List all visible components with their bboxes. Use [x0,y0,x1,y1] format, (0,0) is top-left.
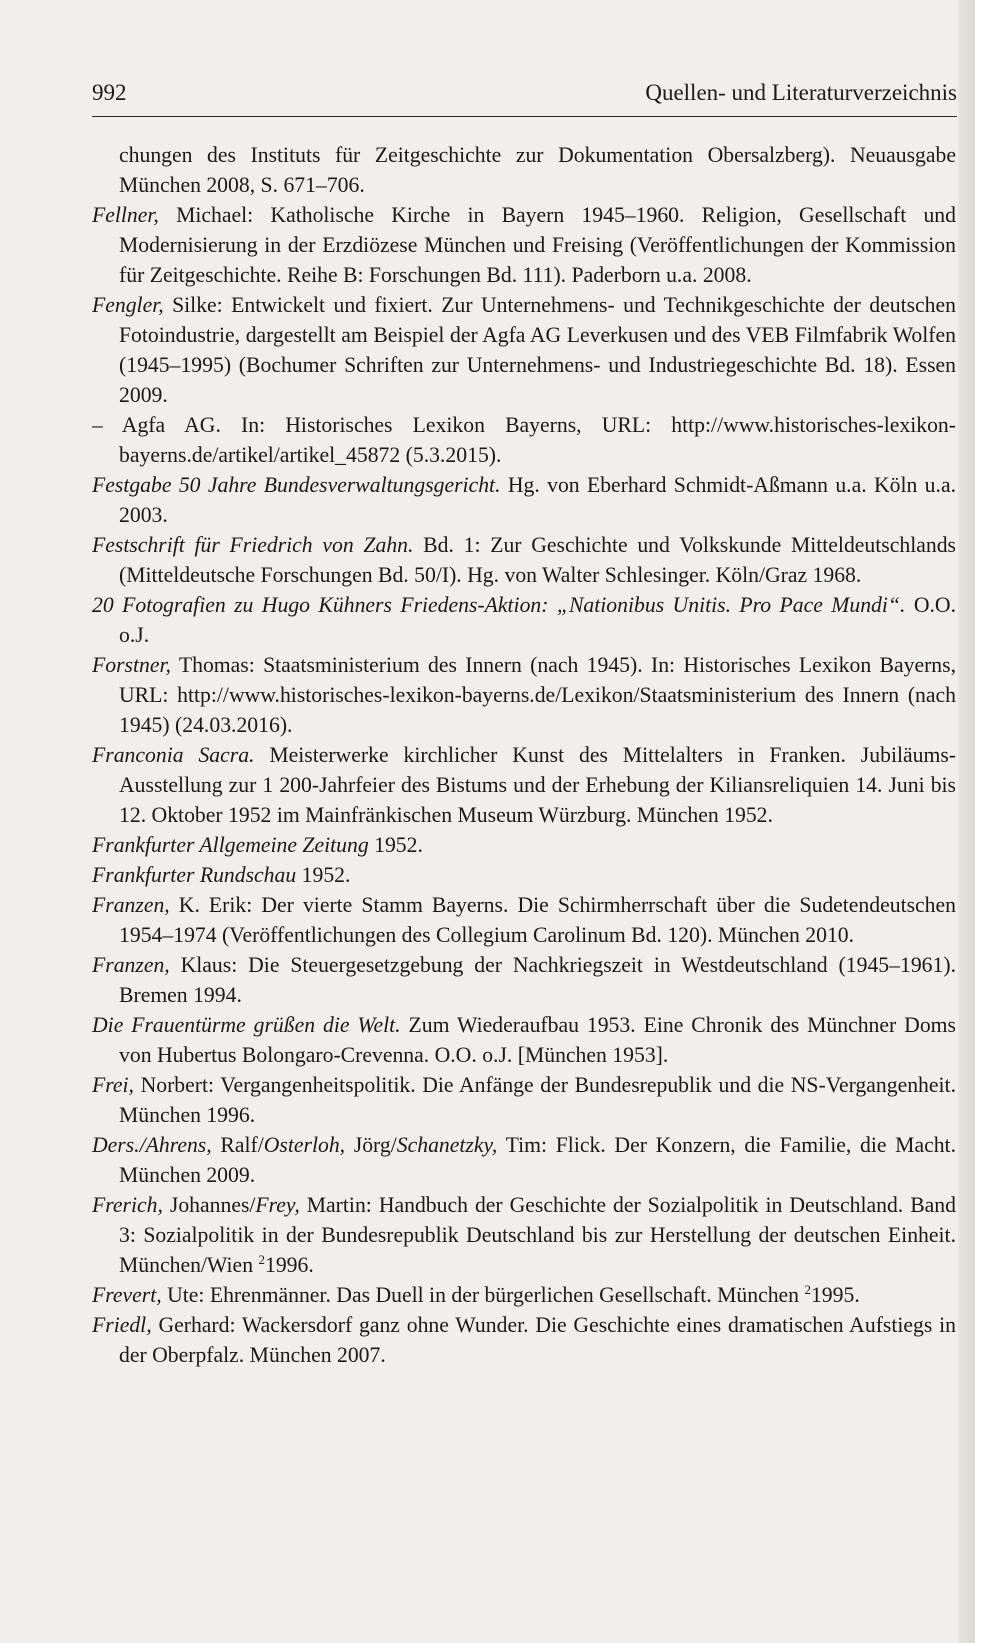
work-title: Franconia Sacra. [92,743,255,767]
author-name: Frey, [255,1193,300,1217]
author-name: Frei, [92,1073,134,1097]
author-name: Fellner, [92,203,159,227]
author-name: Franzen, [92,893,170,917]
bibliography-entry: Fengler, Silke: Entwickelt und fixiert. Zur Unternehmens- und Technikgeschichte der deutschen Fotoindustrie, dargestellt am Beispiel der Agfa AG Leverkusen und des VEB Filmfabrik Wolfen (1945–1995) (Bochumer Schriften zur Unternehmens- und Industriegeschichte Bd. 18). Essen 2009. [92,293,956,407]
bibliography-entry: 20 Fotografien zu Hugo Kühners Friedens-Aktion: „Nationibus Unitis. Pro Pace Mundi“. O.O. o.J. [92,593,957,647]
work-title: Frankfurter Rundschau [92,863,297,887]
author-name: Friedl, [92,1313,152,1337]
author-name: Forstner, [92,653,171,677]
bibliography-entry: Festgabe 50 Jahre Bundesverwaltungsgericht. Hg. von Eberhard Schmidt-Aßmann u.a. Köln u.a. 2003. [92,473,956,527]
bibliography-list [92,140,956,1370]
work-title: Festgabe 50 Jahre Bundesverwaltungsgericht. [92,473,501,497]
author-name: Frerich, [92,1193,163,1217]
page-edge [958,0,1000,1643]
author-name: Ders./Ahrens, [92,1133,212,1157]
bibliography-entry: Frankfurter Rundschau 1952. [92,863,351,887]
author-name: Schanetzky, [396,1133,498,1157]
edition-superscript: 2 [804,1282,811,1297]
edition-superscript: 2 [258,1252,265,1267]
bibliography-entry: Friedl, Gerhard: Wackersdorf ganz ohne Wunder. Die Geschichte eines dramatischen Aufstiegs in der Oberpfalz. München 2007. [92,1313,956,1367]
work-title: Frankfurter Allgemeine Zeitung [92,833,369,857]
work-title: Die Frauentürme grüßen die Welt. [92,1013,401,1037]
work-title: 20 Fotografien zu Hugo Kühners Friedens-Aktion: „Nationibus Unitis. Pro Pace Mundi“. [92,593,906,617]
bibliography-entry: Die Frauentürme grüßen die Welt. Zum Wiederaufbau 1953. Eine Chronik des Münchner Doms von Hubertus Bolongaro-Crevenna. O.O. o.J. [München 1953]. [92,1013,956,1067]
bibliography-entry: chungen des Instituts für Zeitgeschichte zur Dokumentation Obersalzberg). Neuausgabe München 2008, S. 671–706. [119,143,956,197]
bibliography-entry: Frei, Norbert: Vergangenheitspolitik. Die Anfänge der Bundesrepublik und die NS-Vergangenheit. München 1996. [92,1073,956,1127]
bibliography-entry: Frankfurter Allgemeine Zeitung 1952. [92,833,423,857]
bibliography-entry: Ders./Ahrens, Ralf/Osterloh, Jörg/Schanetzky, Tim: Flick. Der Konzern, die Familie, die Macht. München 2009. [92,1133,956,1187]
bibliography-entry: Franzen, K. Erik: Der vierte Stamm Bayerns. Die Schirmherrschaft über die Sudetendeutschen 1954–1974 (Veröffentlichungen des Collegium Carolinum Bd. 120). München 2010. [92,893,956,947]
bibliography-entry: – Agfa AG. In: Historisches Lexikon Bayerns, URL: http://www.historisches-lexikon-bayerns.de/artikel/artikel_45872 (5.3.2015). [92,413,956,467]
author-name: Osterloh, [263,1133,346,1157]
bibliography-entry: Franzen, Klaus: Die Steuergesetzgebung der Nachkriegszeit in Westdeutschland (1945–1961). Bremen 1994. [92,953,956,1007]
bibliography-entry: Fellner, Michael: Katholische Kirche in Bayern 1945–1960. Religion, Gesellschaft und Modernisierung in der Erzdiözese München und Freising (Veröffentlichungen der Kommission für Zeitgeschichte. Reihe B: Forschungen Bd. 111). Paderborn u.a. 2008. [92,203,956,287]
running-header [92,80,957,117]
author-name: Franzen, [92,953,170,977]
bibliography-entry: Franconia Sacra. Meisterwerke kirchlicher Kunst des Mittelalters in Franken. Jubiläums-Ausstellung zur 1 200-Jahrfeier des Bistums und der Erhebung der Kiliansreliquien 14. Juni bis 12. Oktober 1952 im Mainfränkischen Museum Würzburg. München 1952. [92,743,956,827]
bibliography-entry: Forstner, Thomas: Staatsministerium des Innern (nach 1945). In: Historisches Lexikon Bayerns, URL: http://www.historisches-lexikon-bayerns.de/Lexikon/Staatsministerium des Innern (nach 1945) (24.03.2016). [92,653,956,737]
page-number: 992 [92,80,127,105]
bibliography-entry: Frevert, Ute: Ehrenmänner. Das Duell in der bürgerlichen Gesellschaft. München $^2$1995. [92,1282,860,1307]
bibliography-entry: Festschrift für Friedrich von Zahn. Bd. 1: Zur Geschichte und Volkskunde Mitteldeutschlands (Mitteldeutsche Forschungen Bd. 50/I). Hg. von Walter Schlesinger. Köln/Graz 1968. [92,533,956,587]
work-title: Festschrift für Friedrich von Zahn. [92,533,414,557]
author-name: Fengler, [92,293,164,317]
author-name: Frevert, [92,1283,162,1307]
bibliography-entry: Frerich, Johannes/Frey, Martin: Handbuch der Geschichte der Sozialpolitik in Deutschland. Band 3: Sozialpolitik in der Bundesrepublik Deutschland bis zur Herstellung der deutschen Einheit. München/Wien $^2$1996. [92,1193,956,1277]
running-title: Quellen- und Literaturverzeichnis [645,80,957,105]
